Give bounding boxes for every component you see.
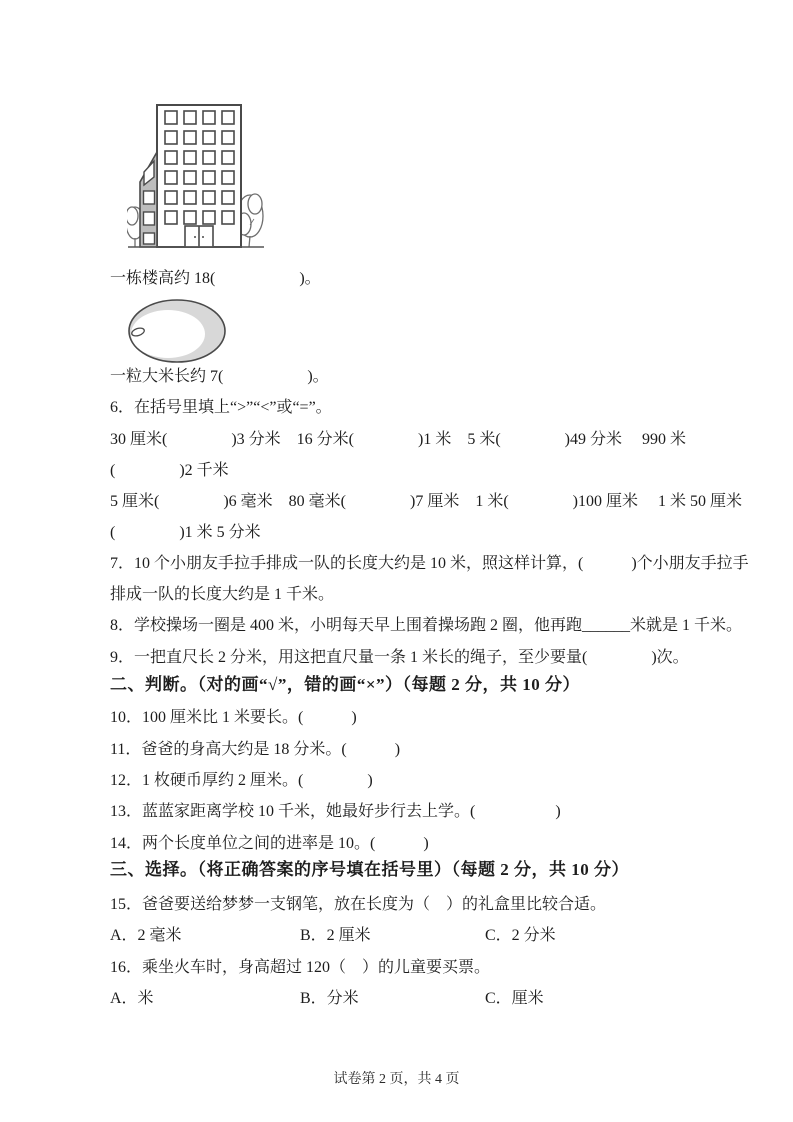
question-10: 10．100 厘米比 1 米要长。( ) — [110, 709, 357, 726]
question-7-line-1: 7．10 个小朋友手拉手排成一队的长度大约是 10 米，照这样计算，( )个小朋友手拉手 — [110, 555, 749, 572]
question-7-line-2: 排成一队的长度大约是 1 千米。 — [110, 586, 335, 603]
question-14: 14．两个长度单位之间的进率是 10。( ) — [110, 835, 429, 852]
page-footer: 试卷第 2 页，共 4 页 — [333, 1072, 460, 1087]
question-9: 9．一把直尺长 2 分米，用这把直尺量一条 1 米长的绳子，至少要量( )次。 — [110, 649, 689, 666]
question-16-option-a: A．米 — [110, 990, 154, 1007]
question-15-option-c: C．2 分米 — [485, 927, 556, 944]
question-6-row-3: 5 厘米( )6 毫米 80 毫米( )7 厘米 1 米( )100 厘米 1 米 50 厘米 — [110, 493, 742, 510]
question-6-title: 6．在括号里填上“>”“<”或“=”。 — [110, 399, 332, 416]
question-15-option-a: A．2 毫米 — [110, 927, 182, 944]
question-15-option-b: B．2 厘米 — [300, 927, 371, 944]
question-16-option-c: C．厘米 — [485, 990, 544, 1007]
entrance-door — [185, 226, 213, 247]
question-12: 12．1 枚硬币厚约 2 厘米。( ) — [110, 772, 373, 789]
question-6-row-1: 30 厘米( )3 分米 16 分米( )1 米 5 米( )49 分米 990 米 — [110, 431, 686, 448]
fill-blank-building-caption: 一栋楼高约 18( )。 — [110, 270, 321, 287]
question-6-row-2: ( )2 千米 — [110, 462, 229, 479]
section-3-choice-heading: 三、选择。（将正确答案的序号填在括号里）（每题 2 分，共 10 分） — [110, 860, 629, 879]
question-13: 13．蓝蓝家距离学校 10 千米，她最好步行去上学。( ) — [110, 803, 561, 820]
question-15: 15．爸爸要送给梦梦一支钢笔，放在长度为（ ）的礼盒里比较合适。 — [110, 896, 607, 913]
fill-blank-rice-caption: 一粒大米长约 7( )。 — [110, 368, 329, 385]
annex-wing — [140, 152, 157, 247]
question-8: 8．学校操场一圈是 400 米，小明每天早上围着操场跑 2 圈，他再跑______米就是 1 千米。 — [110, 617, 743, 634]
section-2-judgment-heading: 二、判断。（对的画“√”，错的画“×”）（每题 2 分，共 10 分） — [110, 675, 581, 694]
question-11: 11．爸爸的身高大约是 18 分米。( ) — [110, 741, 401, 758]
question-6-row-4: ( )1 米 5 分米 — [110, 524, 261, 541]
building-illustration — [127, 100, 267, 250]
rice-grain-illustration — [126, 297, 228, 365]
question-16-option-b: B．分米 — [300, 990, 359, 1007]
question-16: 16．乘坐火车时，身高超过 120（ ）的儿童要买票。 — [110, 959, 491, 976]
